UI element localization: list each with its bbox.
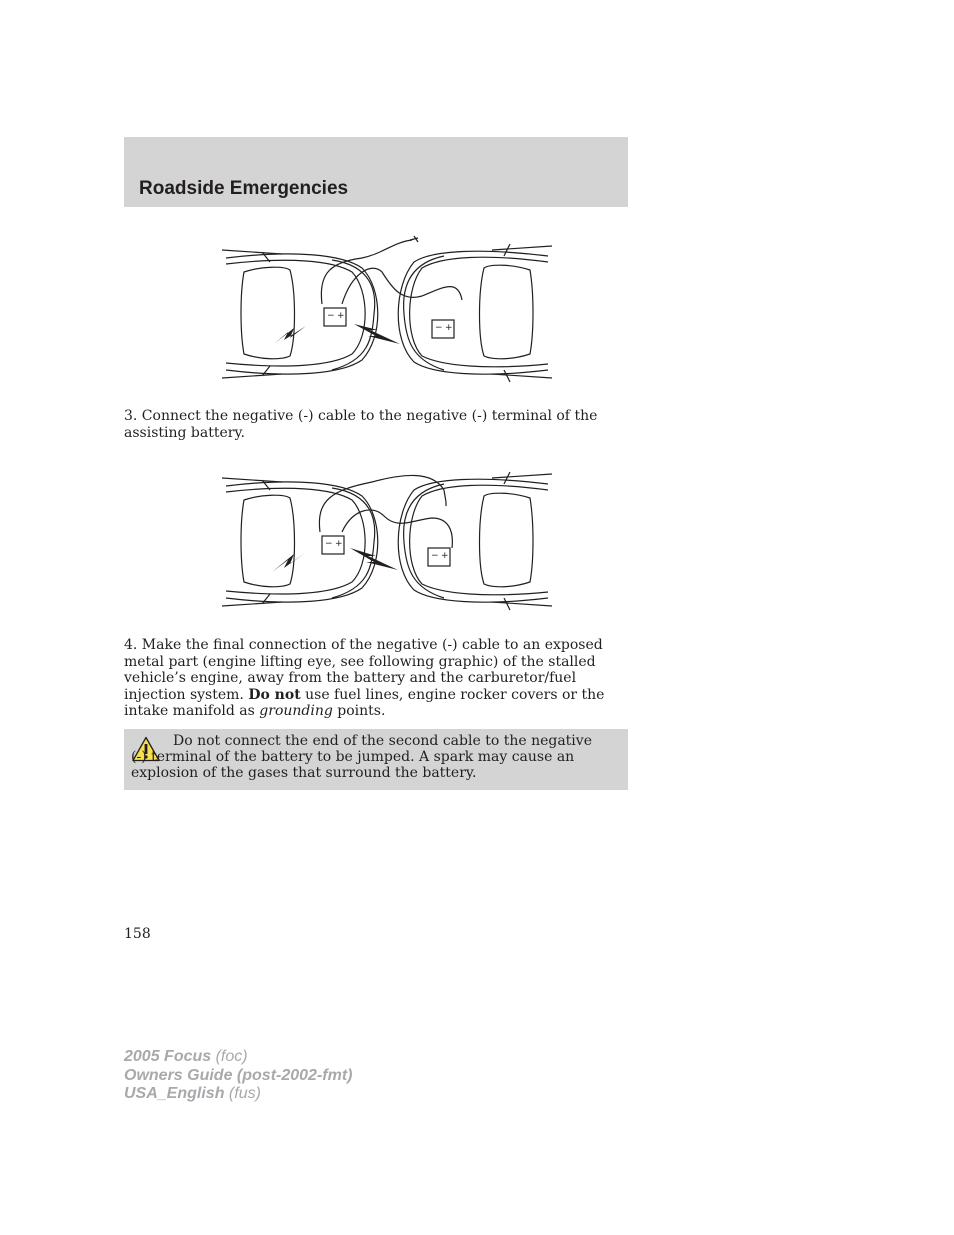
warning-text: Do not connect the end of the second cable to the negative (-) terminal of the battery to be jumped. A spark may cause an explosion of the gases that surround the battery. xyxy=(131,733,592,781)
step-4-emphasis: Do not xyxy=(248,686,301,703)
assisting-car-outline xyxy=(398,244,552,382)
step-4-text xyxy=(124,637,628,720)
step-4-text-part: points. xyxy=(332,703,386,719)
step-4-text-part: use fuel lines, engine rocker covers or the intake manifold as xyxy=(124,686,605,719)
page-number: 158 xyxy=(124,926,151,942)
two-cars-battery-illustration xyxy=(222,232,554,395)
footer-guide-name: Owners Guide (post-2002-fmt) xyxy=(124,1066,353,1084)
footer-model-code: (foc) xyxy=(211,1048,248,1065)
step-4-text-part: 4. Make the final connection of the negative (-) cable to an exposed metal part (engine lifting eye, see following graphic) of the stalled vehicle’s engine, away from the battery and the carburetor/fuel injection system. xyxy=(124,637,603,703)
warning-box xyxy=(124,729,628,790)
footer-line-language xyxy=(124,1085,352,1104)
jump-start-diagram-step-3 xyxy=(222,232,554,395)
battery-plus-label: + xyxy=(337,311,345,321)
footer-line-guide xyxy=(124,1067,352,1086)
battery-minus-label: − xyxy=(325,539,333,549)
stalled-car-outline xyxy=(222,478,378,606)
document-footer xyxy=(124,1048,352,1104)
section-title: Roadside Emergencies xyxy=(139,178,349,199)
two-cars-battery-illustration xyxy=(222,460,554,623)
footer-line-model xyxy=(124,1048,352,1067)
battery-plus-label: + xyxy=(335,539,343,549)
section-header-band xyxy=(124,137,628,207)
jumper-cables xyxy=(321,236,462,304)
assisting-battery xyxy=(428,548,450,566)
footer-language: USA_English xyxy=(124,1085,225,1102)
jump-start-diagram-step-4 xyxy=(222,460,554,623)
battery-plus-label: + xyxy=(445,323,453,333)
assisting-battery xyxy=(432,320,454,338)
battery-minus-label: − xyxy=(431,551,439,561)
step-3-text: 3. Connect the negative (-) cable to the negative (-) terminal of the assisting battery. xyxy=(124,408,598,441)
footer-language-code: (fus) xyxy=(224,1085,261,1102)
stalled-car-outline xyxy=(222,250,378,378)
footer-model-name: 2005 Focus xyxy=(124,1048,212,1065)
stalled-battery xyxy=(322,536,344,554)
step-4-italic-term: grounding xyxy=(259,703,333,719)
battery-minus-label: − xyxy=(435,323,443,333)
assisting-car-outline xyxy=(398,472,552,610)
stalled-battery xyxy=(324,308,346,326)
battery-minus-label: − xyxy=(327,311,335,321)
battery-plus-label: + xyxy=(441,551,449,561)
